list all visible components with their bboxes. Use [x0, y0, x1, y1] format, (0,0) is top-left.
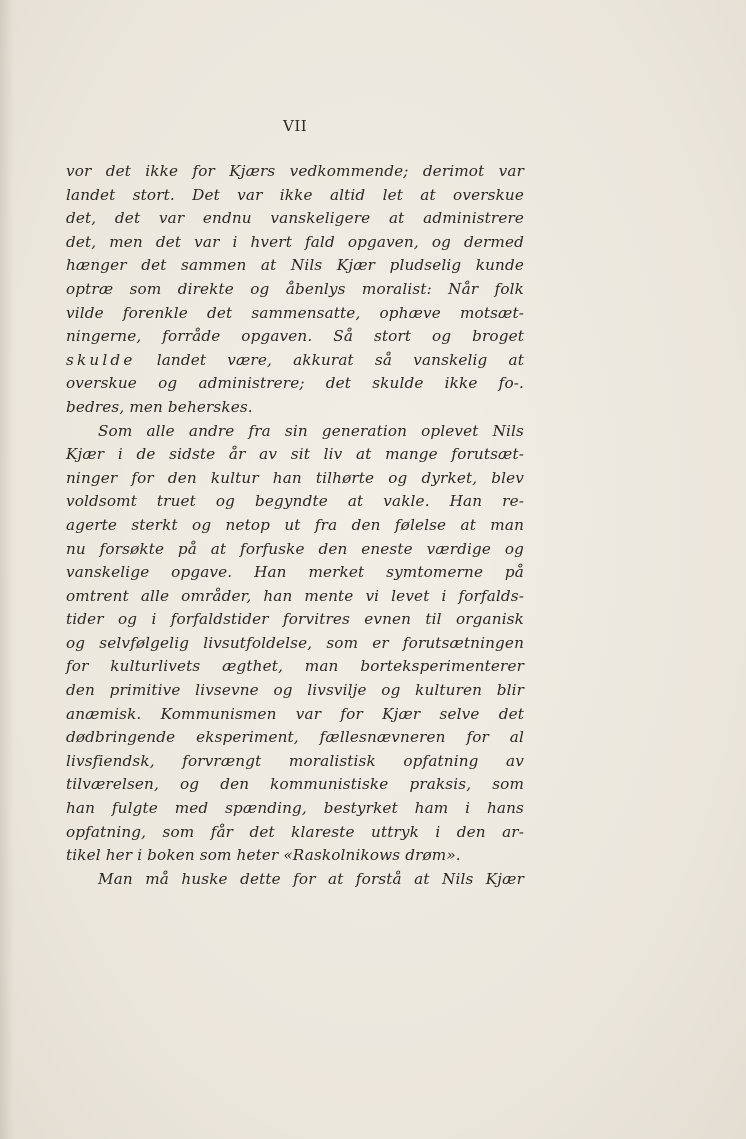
text-line: overskue og administrere; det skulde ikke fo-. [66, 374, 524, 393]
text-line: anæmisk. Kommunismen var for Kjær selve det [66, 704, 524, 723]
text-line: agerte sterkt og netop ut fra den følelse at man [66, 515, 524, 534]
text-line: vanskelige opgave. Han merket symtomerne på [66, 563, 524, 582]
text-line: voldsomt truet og begyndte at vakle. Han re- [66, 492, 524, 511]
text-line: nu forsøkte på at forfuske den eneste værdige og [66, 539, 524, 558]
page-gutter-shadow [0, 0, 14, 1139]
page-number: VII [283, 117, 308, 135]
text-line: tider og i forfaldstider forvitres evnen til organisk [66, 610, 524, 629]
text-line: tikel her i boken som heter «Raskolnikows drøm». [66, 846, 461, 865]
text-line: vilde forenkle det sammensatte, ophæve motsæt- [66, 303, 524, 322]
text-line: for kulturlivets ægthet, man borteksperimenterer [66, 657, 524, 676]
text-line: landet stort. Det var ikke altid let at overskue [66, 185, 524, 204]
text-line: bedres, men beherskes. [66, 397, 253, 416]
body-text [66, 160, 524, 891]
text-line: ninger for den kultur han tilhørte og dyrket, blev [66, 468, 524, 487]
text-line: det, det var endnu vanskeligere at administrere [66, 209, 524, 228]
text-line: det, men det var i hvert fald opgaven, og dermed [66, 232, 524, 251]
text-line: han fulgte med spænding, bestyrket ham i hans [66, 799, 524, 818]
paragraph-start-line: Som alle andre fra sin generation oplevet Nils [98, 421, 524, 440]
text-line: vor det ikke for Kjærs vedkommende; derimot var [66, 162, 524, 180]
text-line: hænger det sammen at Nils Kjær pludselig kunde [66, 256, 524, 275]
text-line: livsfiendsk, forvrængt moralistisk opfatning av [66, 751, 524, 770]
text-line-remainder: landet være, akkurat så vanskelig at [156, 350, 525, 369]
text-line: opfatning, som får det klareste uttryk i den ar- [66, 822, 524, 841]
text-line: tilværelsen, og den kommunistiske praksis, som [66, 775, 524, 794]
text-line: dødbringende eksperiment, fællesnævneren for al [66, 728, 524, 747]
text-line: optræ som direkte og åbenlys moralist: Når folk [66, 279, 524, 298]
emphasized-word: skulde [66, 350, 136, 369]
text-line [66, 349, 524, 373]
paragraph-start-line: Man må huske dette for at forstå at Nils Kjær [98, 869, 524, 888]
text-line: Kjær i de sidste år av sit liv at mange forutsæt- [66, 445, 524, 464]
text-line: den primitive livsevne og livsvilje og kulturen blir [66, 681, 524, 700]
text-line: omtrent alle områder, han mente vi levet i forfalds- [66, 586, 524, 605]
text-line: ningerne, forråde opgaven. Så stort og broget [66, 327, 524, 346]
text-line: og selvfølgelig livsutfoldelse, som er forutsætningen [66, 633, 524, 652]
